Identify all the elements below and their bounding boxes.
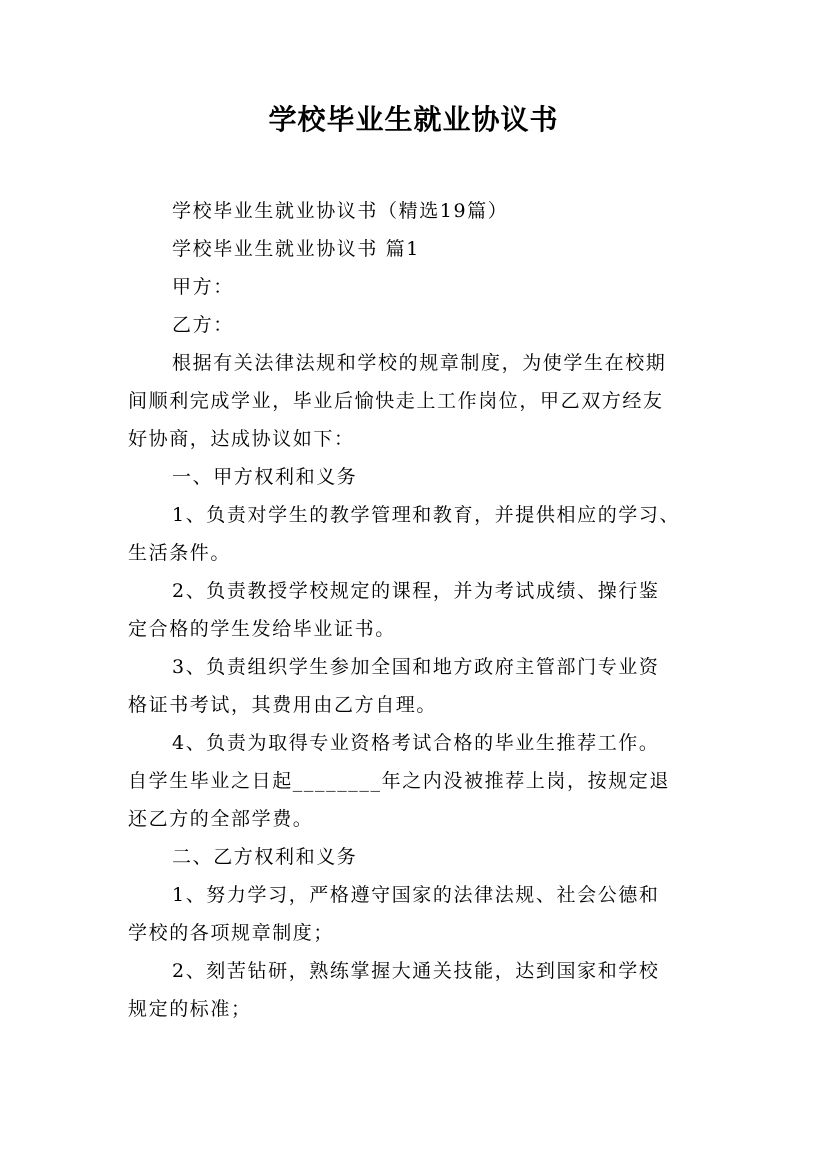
- section-heading: 二、乙方权利和义务: [172, 846, 358, 868]
- paragraph-line: 格证书考试，其费用由乙方自理。: [128, 694, 438, 716]
- paragraph-line: 学校的各项规章制度；: [128, 922, 335, 944]
- paragraph-line: 1、努力学习，严格遵守国家的法律法规、社会公德和: [172, 884, 660, 906]
- section-heading: 学校毕业生就业协议书 篇1: [172, 238, 420, 260]
- paragraph-line: 规定的标准；: [128, 998, 252, 1020]
- paragraph-line: 好协商，达成协议如下：: [128, 428, 355, 450]
- party-b-label: 乙方：: [172, 314, 234, 336]
- paragraph-line: 自学生毕业之日起________年之内没被推荐上岗，按规定退: [128, 770, 671, 792]
- paragraph-line: 还乙方的全部学费。: [128, 808, 314, 830]
- paragraph-line: 定合格的学生发给毕业证书。: [128, 618, 396, 640]
- subtitle-line: 学校毕业生就业协议书（精选19篇）: [172, 200, 509, 222]
- paragraph-line: 2、负责教授学校规定的课程，并为考试成绩、操行鉴: [172, 580, 660, 602]
- paragraph-line: 3、负责组织学生参加全国和地方政府主管部门专业资: [172, 656, 660, 678]
- paragraph-line: 生活条件。: [128, 542, 232, 564]
- section-heading: 一、甲方权利和义务: [172, 466, 358, 488]
- paragraph-line: 2、刻苦钻研，熟练掌握大通关技能，达到国家和学校: [172, 960, 660, 982]
- paragraph-line: 4、负责为取得专业资格考试合格的毕业生推荐工作。: [172, 732, 660, 754]
- paragraph-line: 间顺利完成学业，毕业后愉快走上工作岗位，甲乙双方经友: [128, 390, 664, 412]
- party-a-label: 甲方：: [172, 276, 234, 298]
- paragraph-line: 1、负责对学生的教学管理和教育，并提供相应的学习、: [172, 504, 681, 526]
- document-body: [128, 192, 718, 1028]
- paragraph-line: 根据有关法律法规和学校的规章制度，为使学生在校期: [172, 352, 667, 374]
- document-title: 学校毕业生就业协议书: [268, 103, 559, 136]
